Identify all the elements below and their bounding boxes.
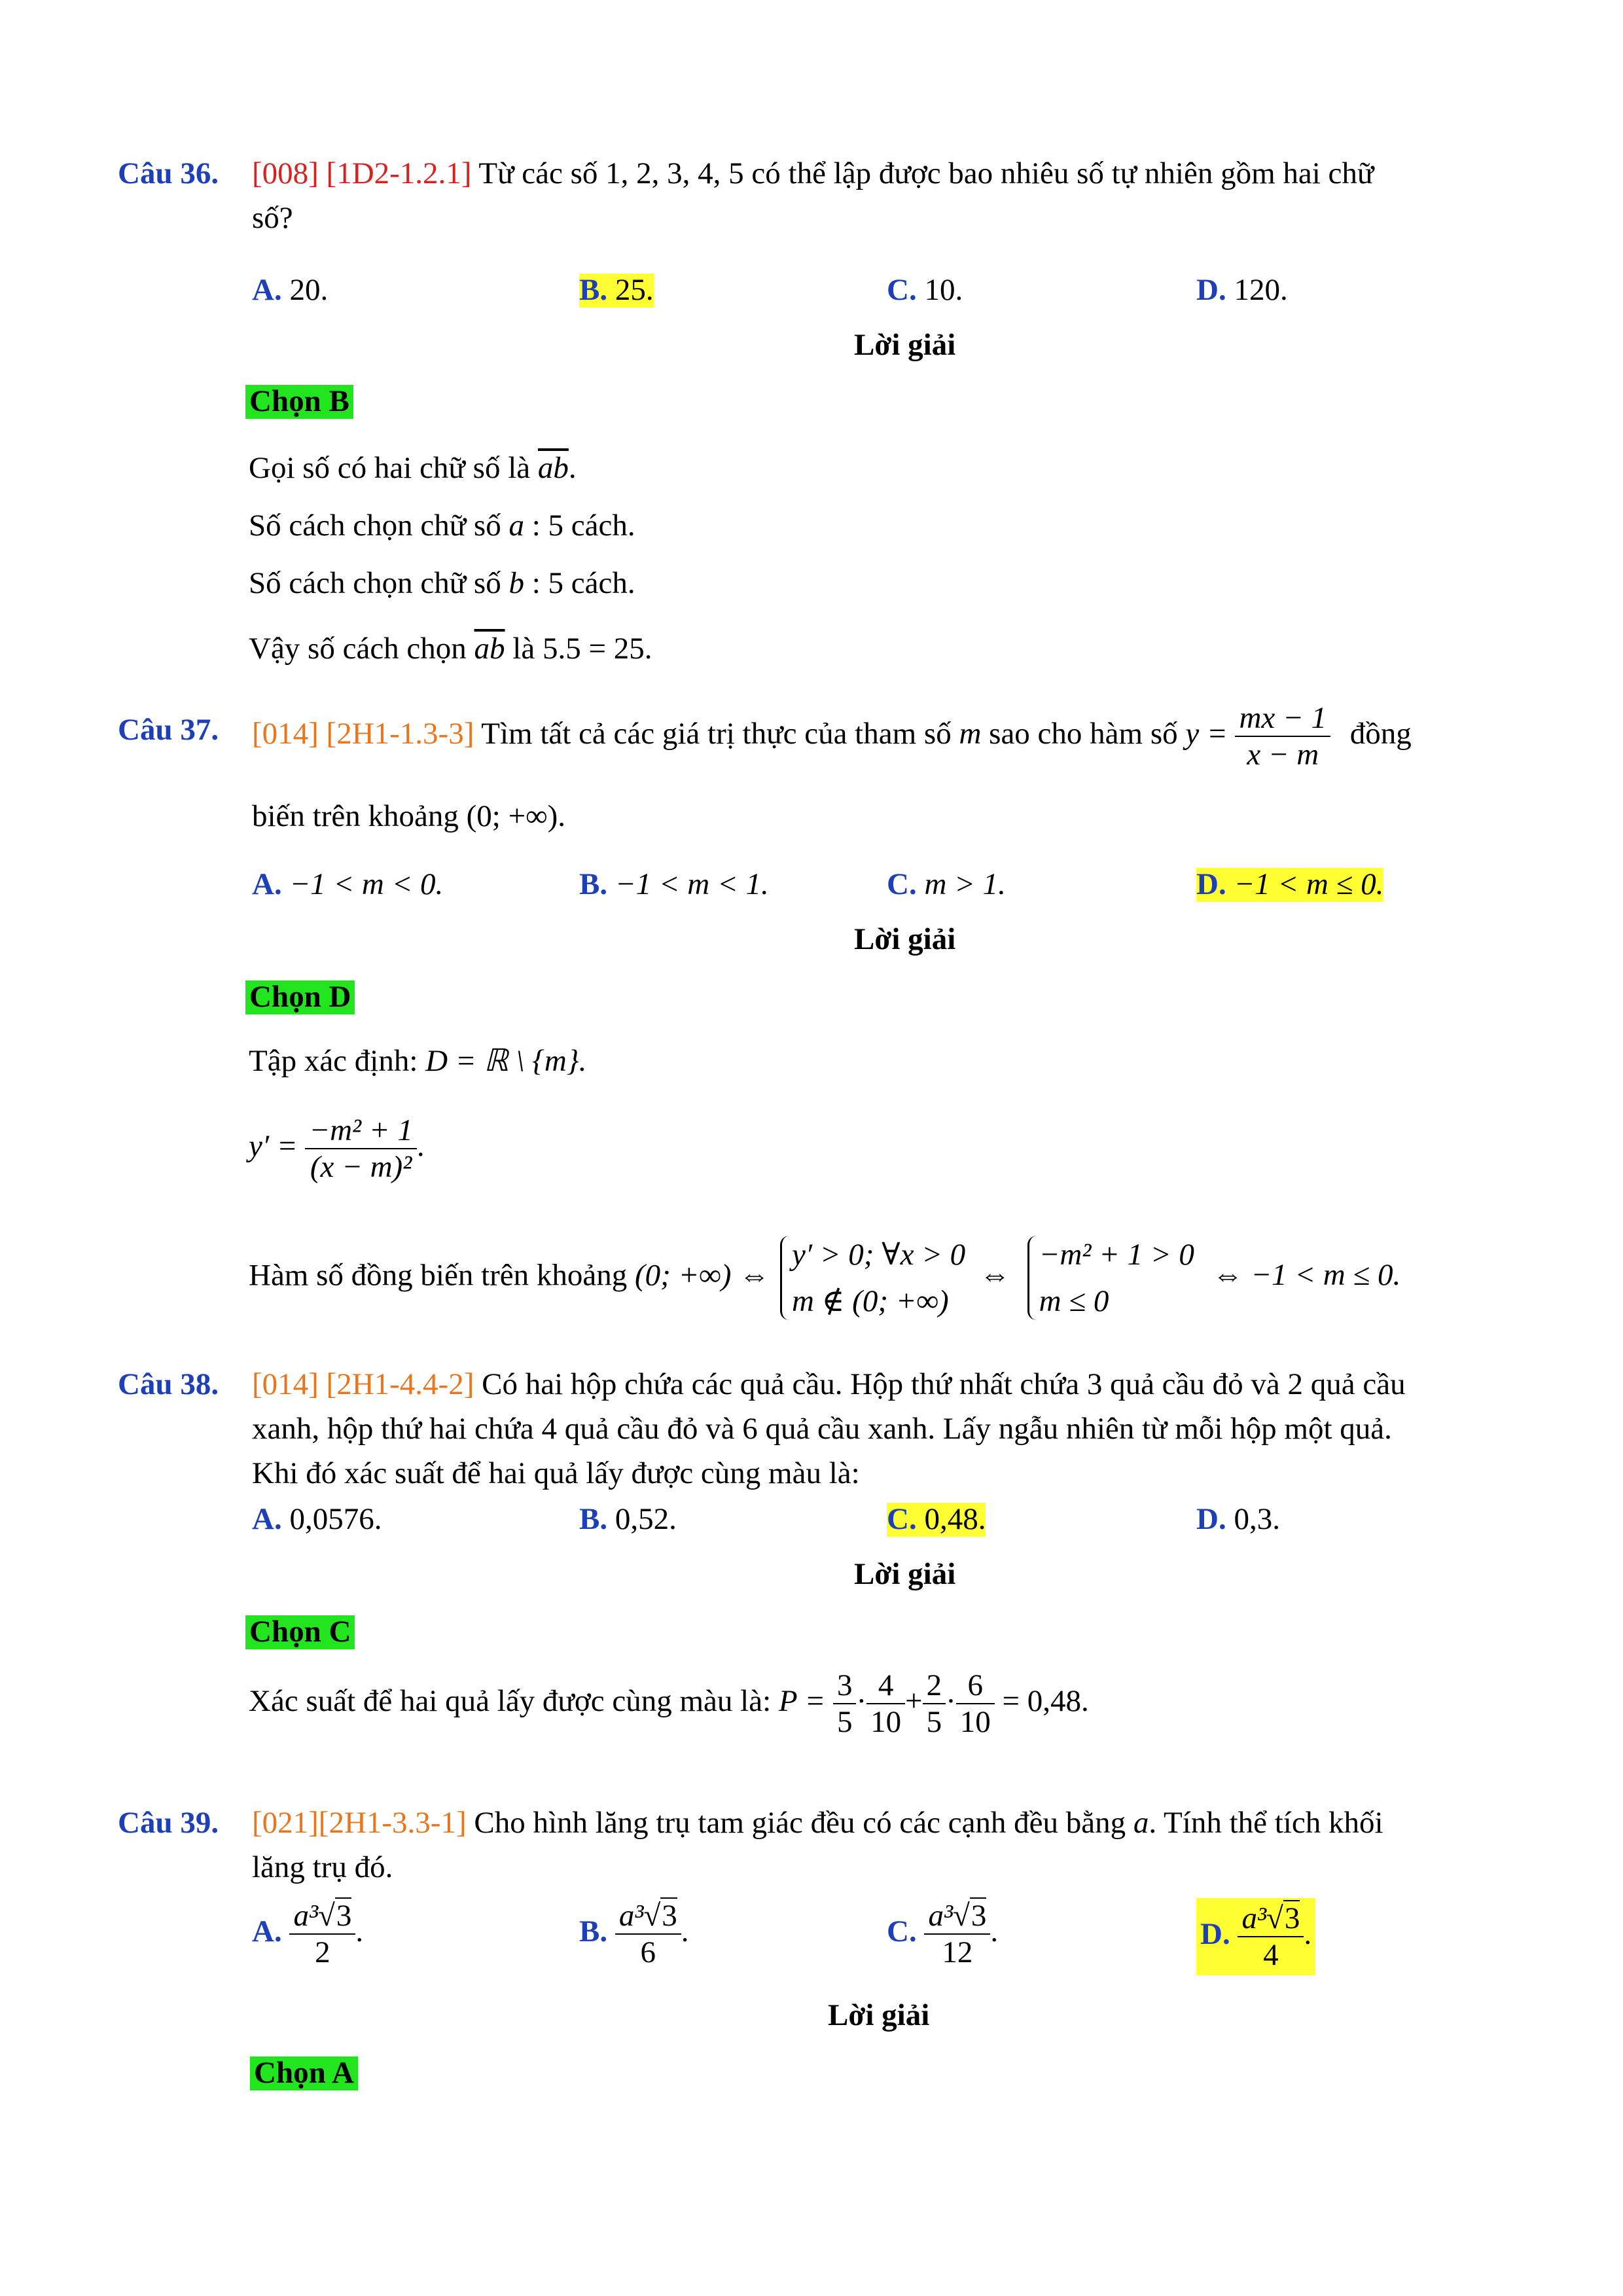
question-number: Câu 37. (118, 713, 219, 747)
option-c-correct: C. 0,48. (887, 1502, 986, 1536)
question-38-text-line2: xanh, hộp thứ hai chứa 4 quả cầu đỏ và 6 quả cầu xanh. Lấy ngẫu nhiên từ mỗi hộp một quả. (252, 1412, 1392, 1446)
fraction: $\frac{2}{5}$ (923, 1668, 946, 1740)
option-b-correct: B. 25. (579, 273, 654, 307)
option-c: C. 10. (887, 273, 963, 307)
option-c: C. $\frac{\text{a³√3}}{12}$ . (887, 1899, 999, 1970)
option-a: A. 0,0576. (252, 1502, 382, 1536)
question-38-text-line1: [014] [2H1-4.4-2] Có hai hộp chứa các quả cầu. Hộp thứ nhất chứa 3 quả cầu đỏ và 2 quả cầu (252, 1367, 1406, 1401)
fraction: $\frac{\text{−m² + 1}}{\text{(x − m)²}}$ (305, 1113, 416, 1185)
answer-choice: Chọn A (250, 2056, 358, 2090)
question-36 (118, 157, 219, 191)
question-37-text-line1: [014] [2H1-1.3-3] Tìm tất cả các giá trị thực của tham số m sao cho hàm số y = $\frac{mx - 1}{x - m}$ đồng (252, 701, 1412, 772)
question-37-text-line2: biến trên khoảng (0; +∞). (252, 799, 565, 833)
solution-line: Số cách chọn chữ số b : 5 cách. (249, 566, 635, 600)
solution-title: Lời giải (854, 922, 956, 956)
fraction: $\frac{3}{5}$ (833, 1668, 857, 1740)
option-d: D. 0,3. (1196, 1502, 1280, 1536)
solution-title: Lời giải (828, 1998, 930, 2032)
question-number: Câu 38. (118, 1367, 219, 1401)
solution-title: Lời giải (854, 328, 956, 362)
solution-line: Xác suất để hai quả lấy được cùng màu là: P = $\frac{3}{5}$ · $\frac{4}{10}$ + $\frac{2}{5}$ · $\frac{6}{10}$ = 0,48. (249, 1668, 1089, 1740)
fraction: $\frac{4}{10}$ (866, 1668, 905, 1740)
question-number: Câu 39. (118, 1806, 219, 1840)
question-37 (118, 713, 219, 747)
derivative-formula: y′ = $\frac{\text{−m² + 1}}{\text{(x − m)²}}$ . (249, 1113, 425, 1185)
question-36-text-line2: số? (252, 201, 293, 235)
option-d-highlighted: D. $\frac{\text{a³√3}}{4}$ . (1196, 1898, 1315, 1975)
fraction: $\frac{6}{10}$ (956, 1668, 995, 1740)
question-code: [008] [1D2-1.2.1] (252, 156, 472, 190)
answer-choice: Chọn D (245, 980, 355, 1014)
fraction: $\frac{\text{a³√3}}{12}$ (924, 1898, 990, 1970)
question-36-text-line1 (252, 157, 1374, 191)
question-text: Từ các số 1, 2, 3, 4, 5 có thể lập được bao nhiêu số tự nhiên gồm hai chữ (478, 156, 1374, 190)
question-39-text-line2: lăng trụ đó. (252, 1850, 393, 1884)
question-39 (118, 1806, 219, 1840)
fraction: $\frac{\text{a³√3}}{2}$ (289, 1898, 355, 1970)
solution-line: Số cách chọn chữ số a : 5 cách. (249, 509, 635, 543)
option-b: B. $\frac{\text{a³√3}}{6}$ . (579, 1899, 689, 1970)
option-d: D. 120. (1196, 273, 1288, 307)
solution-line: Gọi số có hai chữ số là $\overline{ab}$. (249, 451, 577, 485)
fraction: $\frac{\text{a³√3}}{6}$ (615, 1898, 681, 1970)
option-b: B. −1 < m < 1. (579, 867, 769, 901)
question-39-text-line1: [021][2H1-3.3-1] Cho hình lăng trụ tam giác đều có các cạnh đều bằng a. Tính thể tích khối (252, 1806, 1383, 1840)
option-c: C. m > 1. (887, 867, 1006, 901)
option-a: A. $\frac{\text{a³√3}}{2}$ . (252, 1899, 364, 1970)
option-a: A. 20. (252, 273, 329, 307)
system-of-conditions: −m² + 1 > 0 m ≤ 0 (1025, 1232, 1194, 1324)
option-a: A. −1 < m < 0. (252, 867, 444, 901)
question-38-text-line3: Khi đó xác suất để hai quả lấy được cùng màu là: (252, 1456, 860, 1490)
fraction: $\frac{mx - 1}{x - m}$ (1235, 700, 1330, 772)
question-number: Câu 36. (118, 156, 219, 190)
option-b: B. 0,52. (579, 1502, 677, 1536)
question-code: [014] [2H1-1.3-3] (252, 716, 474, 751)
solution-title: Lời giải (854, 1557, 956, 1591)
answer-choice: Chọn C (245, 1615, 355, 1649)
solution-line: Tập xác định: D = ℝ \ {m}. (249, 1044, 587, 1078)
solution-line: Hàm số đồng biến trên khoảng (0; +∞) ⇔ y′ > 0; ∀x > 0 m ∉ (0; +∞) ⇔ −m² + 1 > 0 m ≤ 0 ⇔ −1 < m ≤ 0. (249, 1232, 1400, 1324)
answer-choice: Chọn B (245, 385, 353, 419)
fraction: $\frac{\text{a³√3}}{4}$ (1238, 1901, 1304, 1973)
option-d-correct: D. −1 < m ≤ 0. (1196, 867, 1384, 901)
solution-line: Vậy số cách chọn $\overline{ab}$ là 5.5 = 25. (249, 632, 652, 666)
question-38 (118, 1368, 219, 1402)
question-code: [014] [2H1-4.4-2] (252, 1367, 474, 1401)
question-code: [021][2H1-3.3-1] (252, 1806, 467, 1840)
system-of-conditions: y′ > 0; ∀x > 0 m ∉ (0; +∞) (777, 1232, 965, 1324)
